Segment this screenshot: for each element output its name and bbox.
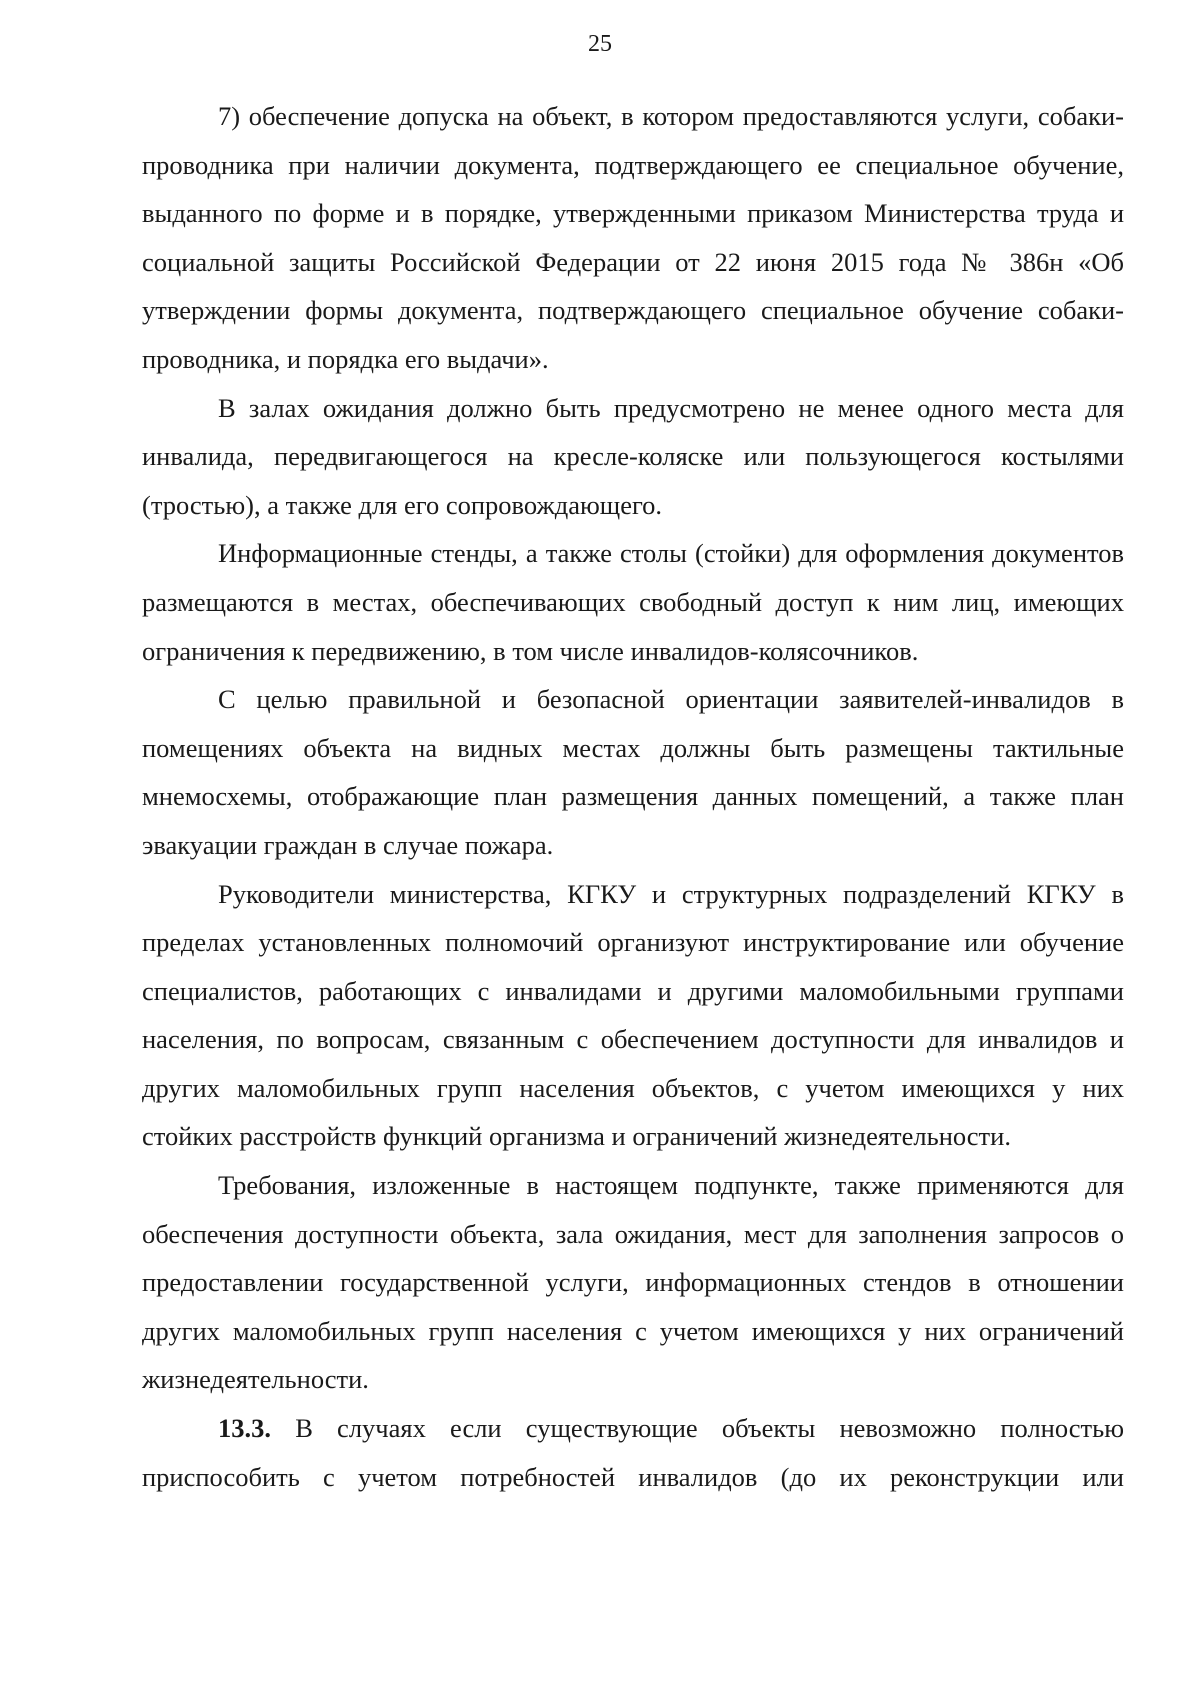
page-number: 25 bbox=[588, 31, 612, 57]
section-number: 13.3. bbox=[218, 1413, 271, 1444]
paragraph-section-13-3 bbox=[142, 1404, 1124, 1501]
document-body bbox=[142, 92, 1124, 1501]
paragraph-staff-training: Руководители министерства, КГКУ и структурных подразделений КГКУ в пределах установленных полномочий организуют инструктирование или обучение специалистов, работающих с инвалидами и другими маломобильными группами населения, по вопросам, связанным с обеспечением доступности для инвалидов и других маломобильных групп населения объектов, с учетом имеющихся у них стойких расстройств функций организма и ограничений жизнедеятельности. bbox=[142, 878, 1124, 1152]
section-text: В случаях если существующие объекты невозможно полностью приспособить с учетом потребностей инвалидов (до их реконструкции или bbox=[142, 1413, 1124, 1492]
paragraph-waiting-rooms: В залах ожидания должно быть предусмотрено не менее одного места для инвалида, передвигающегося на кресле-коляске или пользующегося костылями (тростью), а также для его сопровождающего. bbox=[142, 392, 1124, 520]
paragraph-guide-dog: 7) обеспечение допуска на объект, в котором предоставляются услуги, собаки-проводника при наличии документа, подтверждающего ее специальное обучение, выданного по форме и в порядке, утвержденными приказом Министерства труда и социальной защиты Российской Федерации от 22 июня 2015 года № 386н «Об утверждении формы документа, подтверждающего специальное обучение собаки-проводника, и порядка его выдачи». bbox=[142, 101, 1124, 374]
paragraph-info-stands: Информационные стенды, а также столы (стойки) для оформления документов размещаются в местах, обеспечивающих свободный доступ к ним лиц, имеющих ограничения к передвижению, в том числе инвалидов-колясочников. bbox=[142, 538, 1124, 666]
paragraph-requirements: Требования, изложенные в настоящем подпункте, также применяются для обеспечения доступности объекта, зала ожидания, мест для заполнения запросов о предоставлении государственной услуги, информационных стендов в отношении других маломобильных групп населения с учетом имеющихся у них ограничений жизнедеятельности. bbox=[142, 1170, 1124, 1395]
paragraph-tactile-schemes: С целью правильной и безопасной ориентации заявителей-инвалидов в помещениях объекта на видных местах должны быть размещены тактильные мнемосхемы, отображающие план размещения данных помещений, а также план эвакуации граждан в случае пожара. bbox=[142, 684, 1124, 860]
